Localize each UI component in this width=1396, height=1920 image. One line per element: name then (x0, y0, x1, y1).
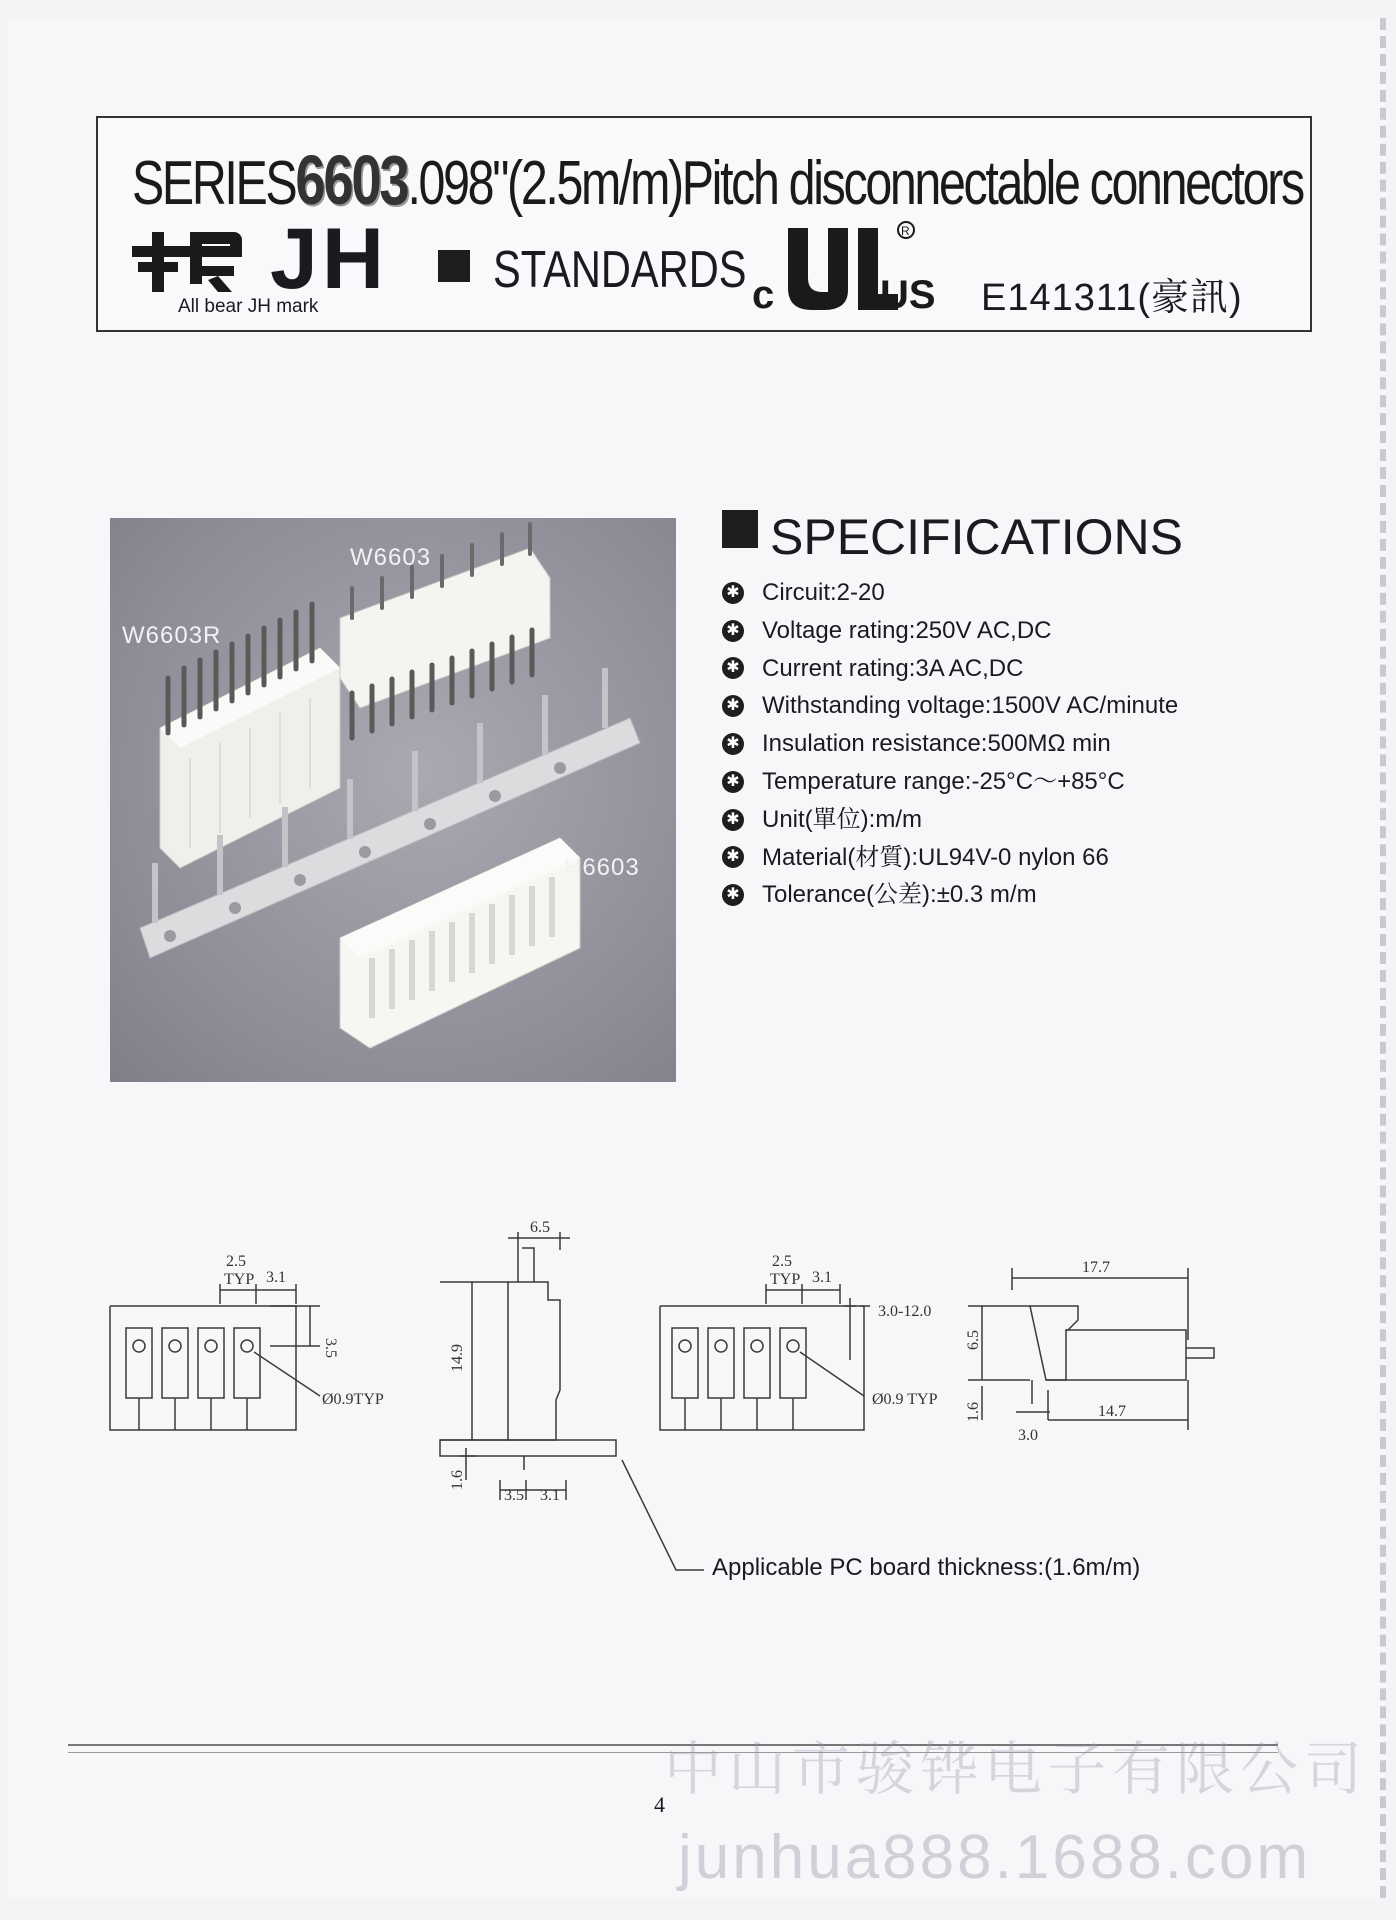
star-bullet-icon: ✱ (722, 809, 744, 831)
dim-d3-range: 3.0-12.0 (878, 1303, 932, 1320)
dim-d1-typ: TYP (224, 1271, 255, 1288)
dim-d3-typ: TYP (770, 1271, 801, 1288)
cert-owner: (豪訊) (1137, 277, 1243, 319)
spec-text: Circuit:2-20 (762, 579, 885, 606)
company-watermark: 中山市骏铧电子有限公司 (664, 1737, 1369, 1802)
label-h6603: H6603 (564, 854, 640, 881)
title-text: .098"(2.5m/m)Pitch disconnectable connectors (407, 149, 1303, 218)
svg-text:c: c (752, 273, 775, 316)
pcb-thickness-note: Applicable PC board thickness:(1.6m/m) (712, 1554, 1141, 1581)
dim-d4-h: 1.6 (965, 1402, 982, 1422)
dim-d1-pitch: 2.5 (226, 1253, 246, 1270)
spec-text: Temperature range:-25°C～+85°C (762, 767, 1125, 795)
specifications-title: SPECIFICATIONS (770, 509, 1184, 565)
series-number: 6603 (295, 141, 408, 219)
dim-d2-board: 1.6 (449, 1470, 466, 1490)
brand-name: JH (270, 211, 388, 307)
dim-d3-width: 3.1 (812, 1269, 832, 1286)
star-bullet-icon: ✱ (722, 657, 744, 679)
star-bullet-icon: ✱ (722, 771, 744, 793)
spec-text: Unit(單位):m/m (762, 805, 922, 833)
dim-d2-width: 6.5 (530, 1219, 550, 1236)
dim-d1-hole: Ø0.9TYP (322, 1391, 384, 1408)
spec-text: Insulation resistance:500MΩ min (762, 730, 1111, 758)
spec-text: Current rating:3A AC,DC (762, 654, 1024, 682)
label-w6603r: W6603R (122, 622, 222, 649)
cert-number: E141311 (981, 277, 1138, 319)
brand-note: All bear JH mark (178, 296, 319, 317)
dim-d2-b: 3.1 (540, 1487, 560, 1504)
drawing-pcb-layout-2 (660, 1284, 870, 1430)
website-watermark: junhua888.1688.com (678, 1823, 1312, 1892)
drawing-right-angle-view (968, 1268, 1214, 1430)
drawing-pcb-layout-1 (110, 1284, 320, 1430)
label-w6603: W6603 (350, 544, 432, 571)
star-bullet-icon: ✱ (722, 620, 744, 642)
dim-d4-height-label: 6.5 (965, 1330, 982, 1350)
dim-d4-a: 3.0 (1018, 1427, 1038, 1444)
spec-text: Voltage rating:250V AC,DC (762, 616, 1052, 644)
dim-d1-height: 3.5 (322, 1338, 339, 1358)
standards-label: STANDARDS (493, 241, 747, 299)
series-label: SERIES (132, 149, 296, 218)
dim-d4-length: 17.7 (1082, 1259, 1110, 1276)
star-bullet-icon: ✱ (722, 733, 744, 755)
star-bullet-icon: ✱ (722, 846, 744, 868)
star-bullet-icon: ✱ (722, 582, 744, 604)
drawing-side-view (440, 1232, 704, 1570)
dim-d4-b: 14.7 (1098, 1403, 1126, 1420)
dim-d2-height: 14.9 (449, 1344, 466, 1372)
dim-d2-a: 3.5 (504, 1487, 524, 1504)
svg-text:US: US (880, 273, 936, 316)
dim-d3-hole: Ø0.9 TYP (872, 1391, 938, 1408)
dim-d3-pitch: 2.5 (772, 1253, 792, 1270)
spec-text: Tolerance(公差):±0.3 m/m (762, 881, 1037, 909)
svg-text:R: R (901, 224, 910, 238)
spec-text: Withstanding voltage:1500V AC/minute (762, 692, 1179, 720)
star-bullet-icon: ✱ (722, 884, 744, 906)
star-bullet-icon: ✱ (722, 695, 744, 717)
dim-d1-width: 3.1 (266, 1269, 286, 1286)
spec-text: Material(材質):UL94V-0 nylon 66 (762, 843, 1109, 871)
page-number: 4 (654, 1792, 665, 1817)
